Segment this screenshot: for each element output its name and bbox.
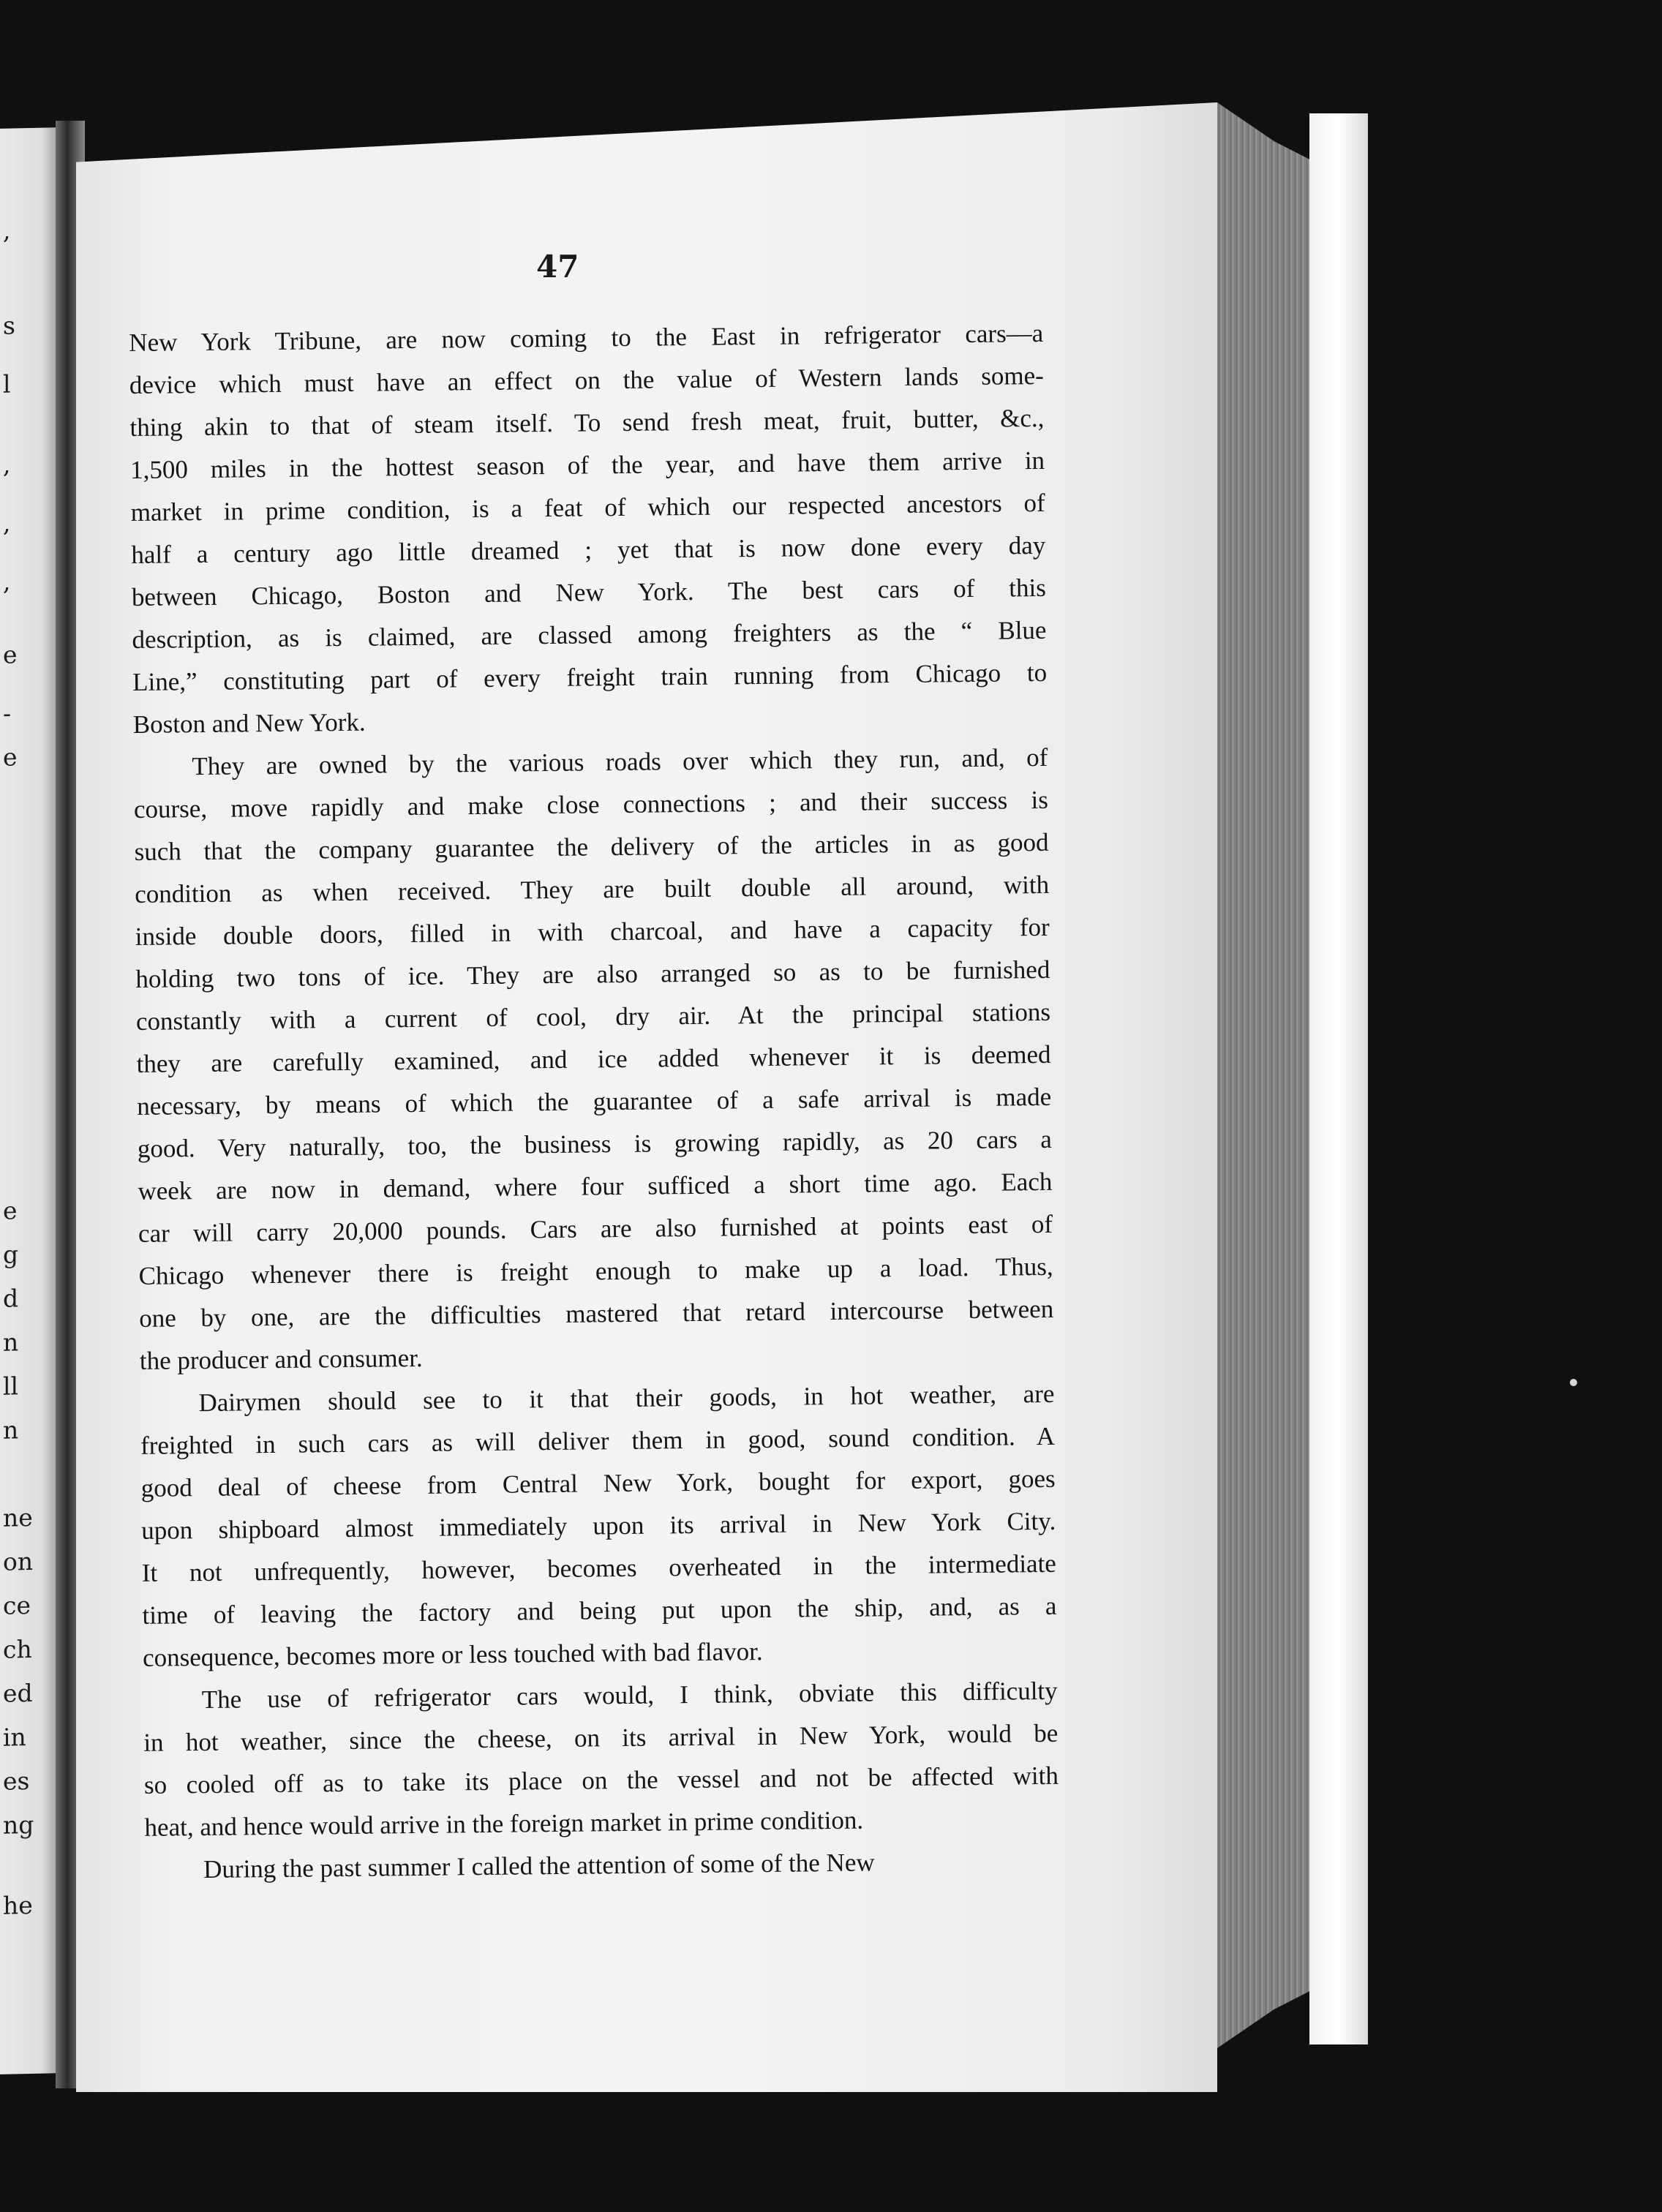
left-page-fragment: , [3,567,11,596]
text-line: During the past summer I called the attention of some of the New [203,1848,875,1884]
text-line: upon shipboard almost immediately upon its arrival in New York City. [141,1506,1056,1545]
left-page-fragment: n [3,1415,19,1445]
text-line: they are carefully examined, and ice added whenever it is deemed [136,1039,1051,1078]
left-page-fragment: ng [3,1810,34,1840]
text-line: the producer and consumer. [139,1343,423,1375]
text-line: 1,500 miles in the hottest season of the year, and have them arrive in [129,445,1045,484]
text-line: inside double doors, filled in with charcoal, and have a capacity for [135,912,1050,951]
text-line: It not unfrequently, however, becomes overheated in the intermediate [141,1549,1057,1587]
left-page-fragment: , [3,450,11,479]
left-facing-page [0,127,60,2074]
text-line: car will carry 20,000 pounds. Cars are also furnished at points east of [138,1209,1053,1248]
text-line: Chicago whenever there is freight enough to make up a load. Thus, [138,1252,1053,1290]
left-page-fragment: d [3,1284,19,1313]
text-line: device which must have an effect on the value of Western lands some- [129,361,1045,399]
text-line: consequence, becomes more or less touched with bad flavor. [142,1637,763,1672]
text-line: such that the company guarantee the delivery of the articles in as good [134,827,1049,866]
text-line: Boston and New York. [132,707,366,739]
left-page-fragment: , [3,216,11,245]
text-line: thing akin to that of steam itself. To send fresh meat, fruit, butter, &c., [129,403,1045,442]
left-page-fragment: e [3,640,18,669]
text-line: market in prime condition, is a feat of which our respected ancestors of [130,488,1045,527]
text-line: heat, and hence would arrive in the foreign market in prime condition. [144,1805,864,1842]
page-block-edge [1217,102,1312,2048]
text-line: week are now in demand, where four sufficed a short time ago. Each [138,1167,1053,1205]
text-line: freighted in such cars as will deliver them in good, sound condition. A [140,1421,1056,1460]
left-page-fragment: ch [3,1634,32,1664]
text-line: constantly with a current of cool, dry air. At the principal stations [135,997,1051,1036]
text-line: description, as is claimed, are classed among freighters as the “ Blue [132,615,1047,654]
text-line: The use of refrigerator cars would, I think, obviate this difficulty [201,1676,1058,1715]
cover-edge [1309,113,1368,2044]
text-line: so cooled off as to take its place on the vessel and not be affected with [143,1761,1059,1799]
left-page-fragment: l [3,369,11,399]
left-page-fragment: ne [3,1502,33,1532]
left-page-fragment: in [3,1723,26,1752]
left-page-fragment: - [3,699,12,728]
text-line: condition as when received. They are built double all around, with [134,870,1050,908]
text-line: time of leaving the factory and being put upon the ship, and, as a [142,1591,1057,1630]
text-line: one by one, are the difficulties mastered that retard intercourse between [139,1294,1054,1333]
text-line: Line,” constituting part of every freight train running from Chicago to [132,658,1048,696]
text-line: They are owned by the various roads over which they run, and, of [192,742,1048,781]
text-line: good deal of cheese from Central New York, bought for export, goes [140,1464,1056,1502]
left-page-fragment: , [3,508,11,538]
left-page-fragment: e [3,1196,18,1225]
text-line: between Chicago, Boston and New York. The best cars of this [131,573,1047,612]
left-page-fragment: he [3,1890,33,1920]
dust-speck [1570,1379,1577,1386]
text-line: holding two tons of ice. They are also arranged so as to be furnished [135,955,1050,993]
text-line: good. Very naturally, too, the business is growing rapidly, as 20 cars a [137,1124,1052,1163]
left-page-fragment: n [3,1328,19,1357]
text-line: half a century ago little dreamed ; yet that is now done every day [131,530,1046,569]
left-page-fragment: ed [3,1678,33,1708]
text-line: in hot weather, since the cheese, on its arrival in New York, would be [143,1718,1059,1757]
left-page-fragment: ll [3,1372,19,1401]
text-line: Dairymen should see to it that their goods, in hot weather, are [198,1379,1055,1418]
left-page-fragment: es [3,1767,30,1796]
body-text [129,312,1059,1892]
left-page-fragment: s [3,311,15,340]
left-page-fragment: on [3,1546,34,1576]
text-line: course, move rapidly and make close connections ; and their success is [133,785,1049,824]
text-line: necessary, by means of which the guarantee of a safe arrival is made [137,1082,1052,1121]
page-number: 47 [536,249,579,285]
left-page-fragment: e [3,742,18,772]
text-line: New York Tribune, are now coming to the East in refrigerator cars—a [129,318,1044,357]
left-page-fragment: g [3,1240,19,1269]
left-page-fragment: ce [3,1590,31,1620]
